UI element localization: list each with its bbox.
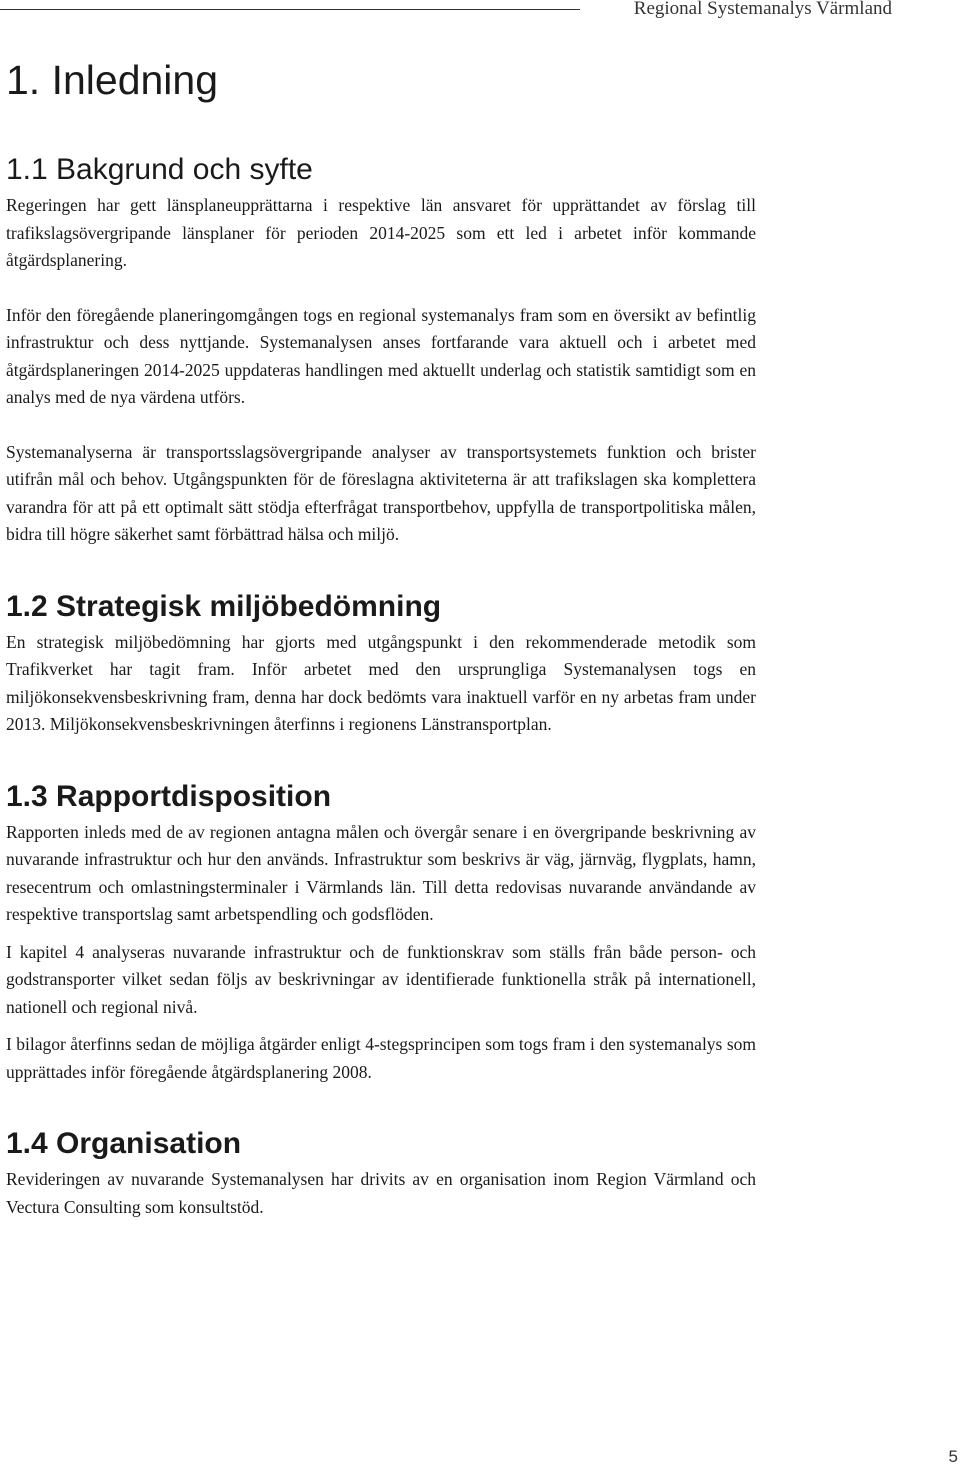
section-miljobedomning bbox=[6, 587, 756, 739]
paragraph: I bilagor återfinns sedan de möjliga åtgärder enligt 4-stegsprincipen som togs fram i den systemanalys som upprättades inför föregående åtgärdsplanering 2008. bbox=[6, 1034, 756, 1082]
section-organisation bbox=[6, 1124, 756, 1221]
section-bakgrund bbox=[6, 150, 756, 549]
header-rule bbox=[0, 9, 580, 10]
paragraph: I kapitel 4 analyseras nuvarande infrastruktur och de funktionskrav som ställs från både person- och godstransporter vilket sedan följs av beskrivningar av identifierade funktionella stråk på internationell, nationell och regional nivå. bbox=[6, 941, 756, 1017]
section-heading: 1.3 Rapportdisposition bbox=[6, 779, 332, 813]
section-heading: 1.1 Bakgrund och syfte bbox=[6, 153, 313, 186]
section-rapportdisposition bbox=[6, 777, 756, 1087]
chapter-title: 1. Inledning bbox=[6, 57, 219, 103]
paragraph: Revideringen av nuvarande Systemanalysen har drivits av en organisation inom Region Värmland och Vectura Consulting som konsultstöd. bbox=[6, 1169, 756, 1217]
section-heading: 1.4 Organisation bbox=[6, 1127, 242, 1160]
page-content bbox=[6, 52, 756, 1221]
page-number: 5 bbox=[948, 1447, 958, 1466]
paragraph: Regeringen har gett länsplaneupprättarna i respektive län ansvaret för upprättandet av förslag till trafikslagsövergripande länsplaner för perioden 2014-2025 som ett led i arbetet inför kommande åtgärdsplanering. bbox=[6, 195, 756, 270]
paragraph: Inför den föregående planeringomgången togs en regional systemanalys fram som en översikt av befintlig infrastruktur och dess nyttjande. Systemanalysen anses fortfarande vara aktuell och i arbetet med åtgärdsplaneringen 2014-2025 uppdateras handlingen med aktuellt underlag och statistik samtidigt som en analys med de nya värdena utförs. bbox=[6, 304, 756, 407]
paragraph: Systemanalyserna är transportsslagsövergripande analyser av transportsystemets funktion och brister utifrån mål och behov. Utgångspunkten för de föreslagna aktiviteterna är att trafikslagen ska komplettera varandra för att på ett optimalt sätt stödja efterfrågat transportbehov, uppfylla de transportpolitiska målen, bidra till högre säkerhet samt förbättrad hälsa och miljö. bbox=[6, 441, 756, 544]
running-header: Regional Systemanalys Värmland bbox=[633, 0, 892, 19]
paragraph: En strategisk miljöbedömning har gjorts med utgångspunkt i den rekommenderade metodik som Trafikverket har tagit fram. Inför arbetet med den ursprungliga Systemanalysen togs en miljökonsekvensbeskrivning fram, denna har dock bedömts vara inaktuell varför en ny arbetas fram under 2013. Miljökonsekvensbeskrivningen återfinns i regionens Länstransportplan. bbox=[6, 631, 756, 734]
section-heading: 1.2 Strategisk miljöbedömning bbox=[6, 589, 442, 623]
paragraph: Rapporten inleds med de av regionen antagna målen och övergår senare i en övergripande beskrivning av nuvarande infrastruktur och hur den används. Infrastruktur som beskrivs är väg, järnväg, flygplats, hamn, resecentrum och omlastningsterminaler i Värmlands län. Till detta redovisas nuvarande användande av respektive transportslag samt arbetspendling och godsflöden. bbox=[6, 821, 756, 924]
